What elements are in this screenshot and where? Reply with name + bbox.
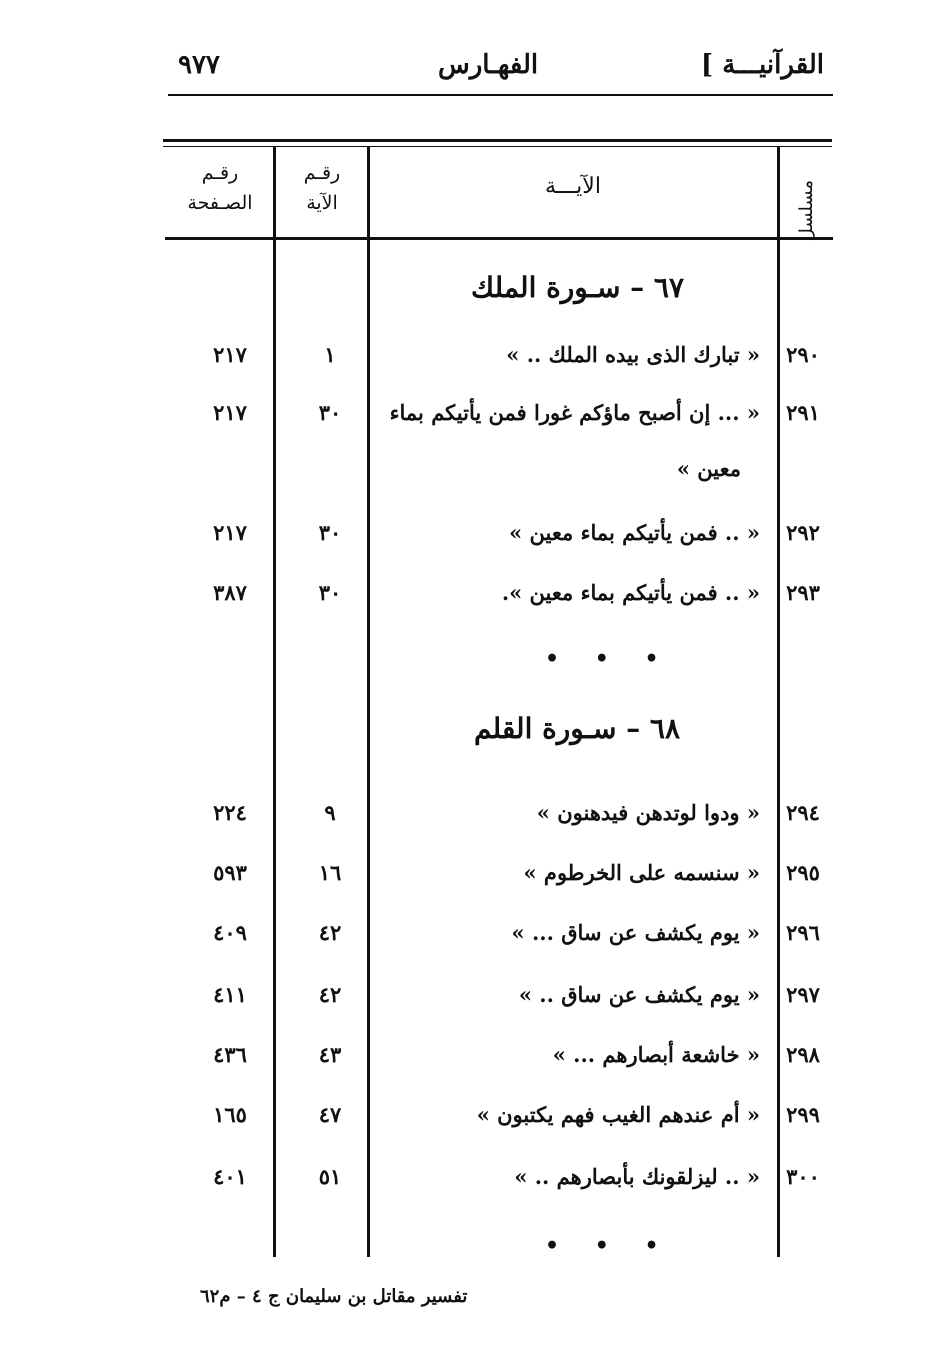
serial-number: ٢٩٩ [786,1102,820,1127]
header-verse: الآيـــة [545,174,601,199]
running-subtitle: القرآنيـــة ] [700,50,824,80]
ayah-number: ٤٢ [318,982,342,1007]
page-ref: ٢١٧ [213,342,247,367]
verse-text: « تبارك الذى بيده الملك .. » [506,342,760,367]
page-ref: ٢١٧ [213,520,247,545]
verse-text: « .. فمن يأتيكم بماء معين ». [501,580,760,605]
verse-text: « يوم يكشف عن ساق ... » [511,920,760,945]
serial-number: ٢٩١ [786,400,820,425]
running-title: الفهـارس [438,50,539,80]
table-header-rule [165,237,833,240]
page-ref: ٤١١ [213,982,247,1007]
page-number: ٩٧٧ [178,50,220,80]
ayah-number: ١ [324,342,336,367]
serial-number: ٢٩٥ [786,860,820,885]
ayah-number: ٤٢ [318,920,342,945]
verse-text: « يوم يكشف عن ساق .. » [518,982,760,1007]
verse-text: « .. فمن يأتيكم بماء معين » [509,520,760,545]
header-ayah-line1: رقـم [303,162,341,184]
table-top-rule-thin [163,146,832,147]
page-ref: ٤٠٩ [213,920,247,945]
header-serial: مسلسل [796,180,817,242]
header-rule [168,94,833,96]
verse-text: « ... إن أصبح ماؤكم غورا فمن يأتيكم بماء [389,400,760,425]
verse-text: « أم عندهم الغيب فهم يكتبون » [476,1102,760,1127]
footer-signature: تفسير مقاتل بن سليمان ج ٤ – م٦٢ [200,1286,468,1307]
header-ayah-number [278,158,366,218]
table-top-rule-thick [163,139,832,142]
page-ref: ٥٩٣ [213,860,247,885]
ayah-number: ٣٠ [318,400,342,425]
ayah-number: ٩ [324,800,336,825]
column-divider-ayah [367,147,370,1257]
section-separator: • • • [545,646,673,672]
page-ref: ٢٢٤ [213,800,247,825]
column-divider-page [273,147,276,1257]
page-ref: ٢١٧ [213,400,247,425]
surah-title: ٦٨ – سـورة القلم [473,712,680,745]
header-page-line2: الصـفحة [187,192,253,214]
ayah-number: ٣٠ [318,580,342,605]
section-separator: • • • [545,1233,673,1259]
serial-number: ٢٩٦ [786,920,820,945]
serial-number: ٢٩٤ [786,800,820,825]
page-ref: ٤٠١ [213,1164,247,1189]
serial-number: ٢٩٠ [786,342,820,367]
ayah-number: ٤٧ [318,1102,342,1127]
serial-number: ٢٩٣ [786,580,820,605]
serial-number: ٢٩٢ [786,520,820,545]
serial-number: ٢٩٧ [786,982,820,1007]
serial-number: ٣٠٠ [786,1164,820,1189]
page-ref: ١٦٥ [213,1102,247,1127]
ayah-number: ٣٠ [318,520,342,545]
verse-text: « .. ليزلقونك بأبصارهم .. » [514,1164,760,1189]
column-divider-verse [777,147,780,1257]
header-ayah-line2: الآية [306,192,338,214]
verse-text-continuation: معين » [676,456,741,481]
serial-number: ٢٩٨ [786,1042,820,1067]
page-ref: ٣٨٧ [213,580,247,605]
verse-text: « خاشعة أبصارهم ... » [552,1042,760,1067]
header-page-number [170,158,270,218]
ayah-number: ٥١ [318,1164,342,1189]
verse-text: « سنسمه على الخرطوم » [523,860,760,885]
verse-text: « ودوا لوتدهن فيدهنون » [536,800,760,825]
ayah-number: ٤٣ [318,1042,342,1067]
page-ref: ٤٣٦ [213,1042,247,1067]
header-page-line1: رقـم [201,162,239,184]
surah-title: ٦٧ – سـورة الملك [470,271,684,304]
ayah-number: ١٦ [318,860,342,885]
